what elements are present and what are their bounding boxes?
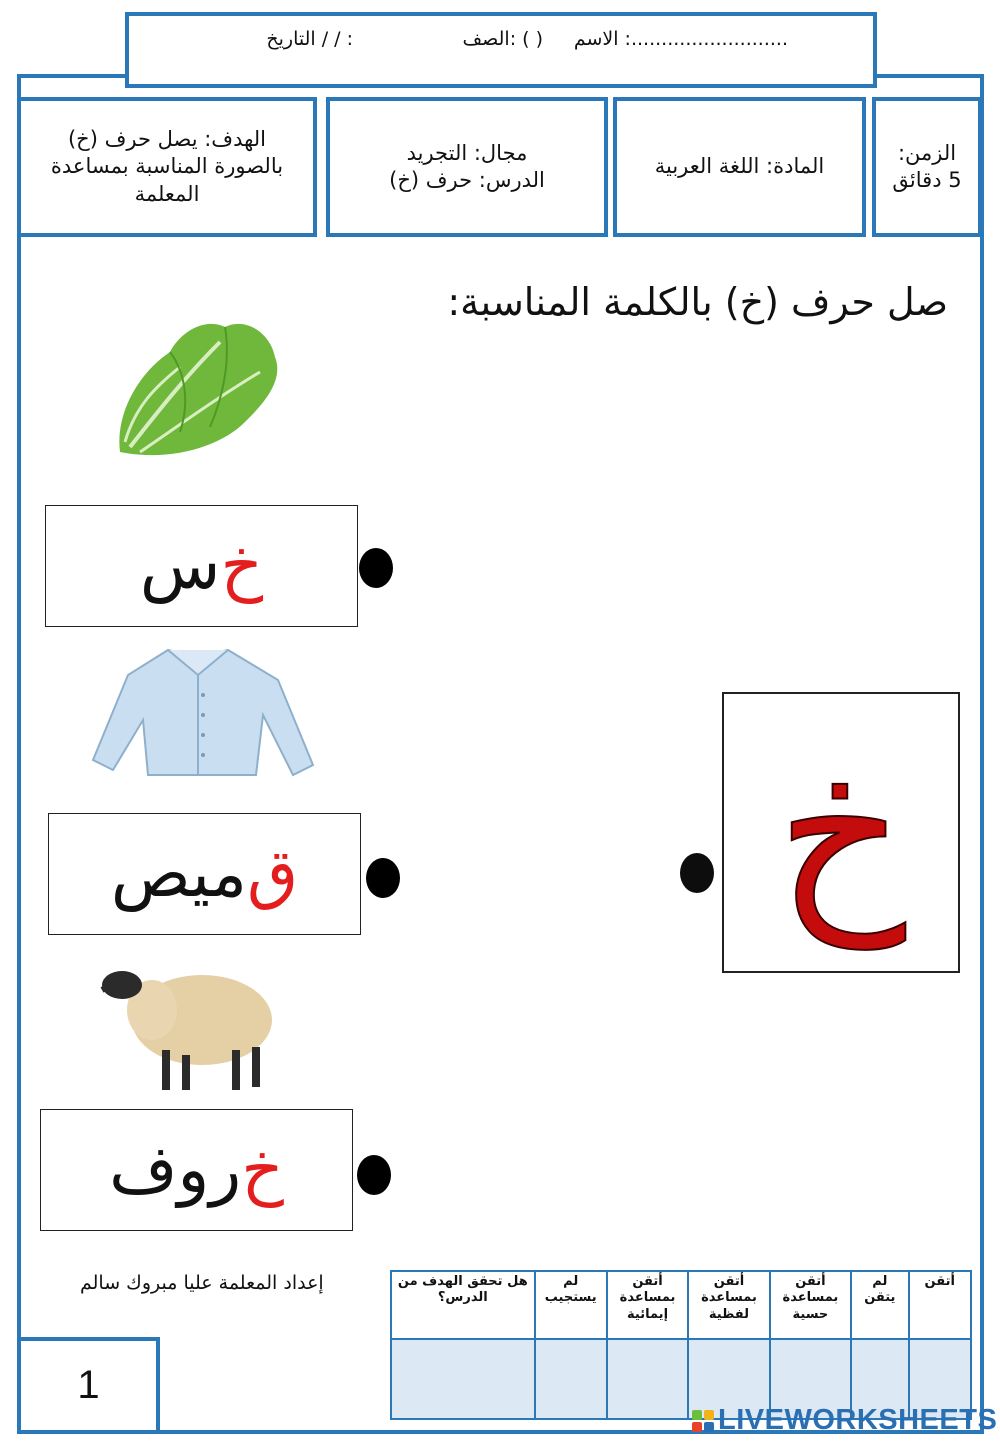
watermark-text: LIVEWORKSHEETS bbox=[718, 1404, 998, 1436]
date-field[interactable]: التاريخ / / : bbox=[266, 28, 353, 50]
objective-box bbox=[17, 97, 317, 237]
word-rest: س bbox=[139, 527, 221, 604]
eval-cell[interactable] bbox=[607, 1339, 688, 1419]
word-card-shirt[interactable] bbox=[48, 813, 361, 935]
word-rest: ميص bbox=[110, 835, 247, 912]
page-number-box bbox=[17, 1337, 160, 1434]
word-highlight-letter: ق bbox=[246, 835, 299, 912]
connector-dot-1[interactable] bbox=[359, 548, 393, 588]
eval-header: أتقن bbox=[909, 1271, 972, 1339]
page-number: 1 bbox=[77, 1363, 100, 1407]
connector-dot-2[interactable] bbox=[366, 858, 400, 898]
eval-header: أتقن بمساعدة إيمائية bbox=[607, 1271, 688, 1339]
word-card-lettuce[interactable] bbox=[45, 505, 358, 627]
liveworksheets-logo bbox=[692, 1404, 997, 1437]
subject-text: المادة: اللغة العربية bbox=[654, 154, 825, 179]
eval-cell[interactable] bbox=[535, 1339, 607, 1419]
word-rest: روف bbox=[109, 1131, 242, 1208]
eval-header: هل تحقق الهدف من الدرس؟ bbox=[391, 1271, 535, 1339]
eval-header: أتقن بمساعدة لفظية bbox=[688, 1271, 769, 1339]
domain-text: مجال: التجريد bbox=[406, 140, 528, 165]
name-field[interactable]: الاسم :.......................... bbox=[573, 28, 788, 50]
lesson-box bbox=[326, 97, 608, 237]
time-value: 5 دقائق bbox=[892, 168, 962, 192]
word-highlight-letter: خ bbox=[241, 1131, 284, 1208]
teacher-credit: إعداد المعلمة عليا مبروك سالم bbox=[80, 1272, 324, 1294]
logo-icon bbox=[692, 1410, 714, 1432]
time-box bbox=[872, 97, 982, 237]
eval-header: لم يستجيب bbox=[535, 1271, 607, 1339]
sheep-image bbox=[92, 955, 277, 1095]
objective-text: الهدف: يصل حرف (خ) بالصورة المناسبة بمساعدة المعلمة bbox=[50, 127, 284, 206]
word-highlight-letter: خ bbox=[220, 527, 264, 604]
connector-dot-3[interactable] bbox=[357, 1155, 391, 1195]
instruction-title: صل حرف (خ) بالكلمة المناسبة: bbox=[447, 280, 948, 324]
lettuce-image bbox=[110, 312, 285, 467]
word-card-sheep[interactable] bbox=[40, 1109, 353, 1231]
student-info-bar bbox=[125, 12, 877, 88]
subject-box bbox=[613, 97, 866, 237]
eval-header: لم يتقن bbox=[851, 1271, 908, 1339]
connector-dot-target[interactable] bbox=[680, 853, 714, 893]
class-field[interactable]: الصف: ( ) bbox=[462, 28, 543, 50]
target-letter: خ bbox=[776, 715, 906, 949]
evaluation-table bbox=[390, 1270, 972, 1420]
lesson-text: الدرس: حرف (خ) bbox=[389, 168, 545, 192]
shirt-image bbox=[88, 645, 318, 780]
eval-cell[interactable] bbox=[391, 1339, 535, 1419]
time-label: الزمن: bbox=[897, 140, 957, 165]
target-letter-card[interactable] bbox=[722, 692, 960, 973]
eval-header: أتقن بمساعدة حسية bbox=[770, 1271, 851, 1339]
